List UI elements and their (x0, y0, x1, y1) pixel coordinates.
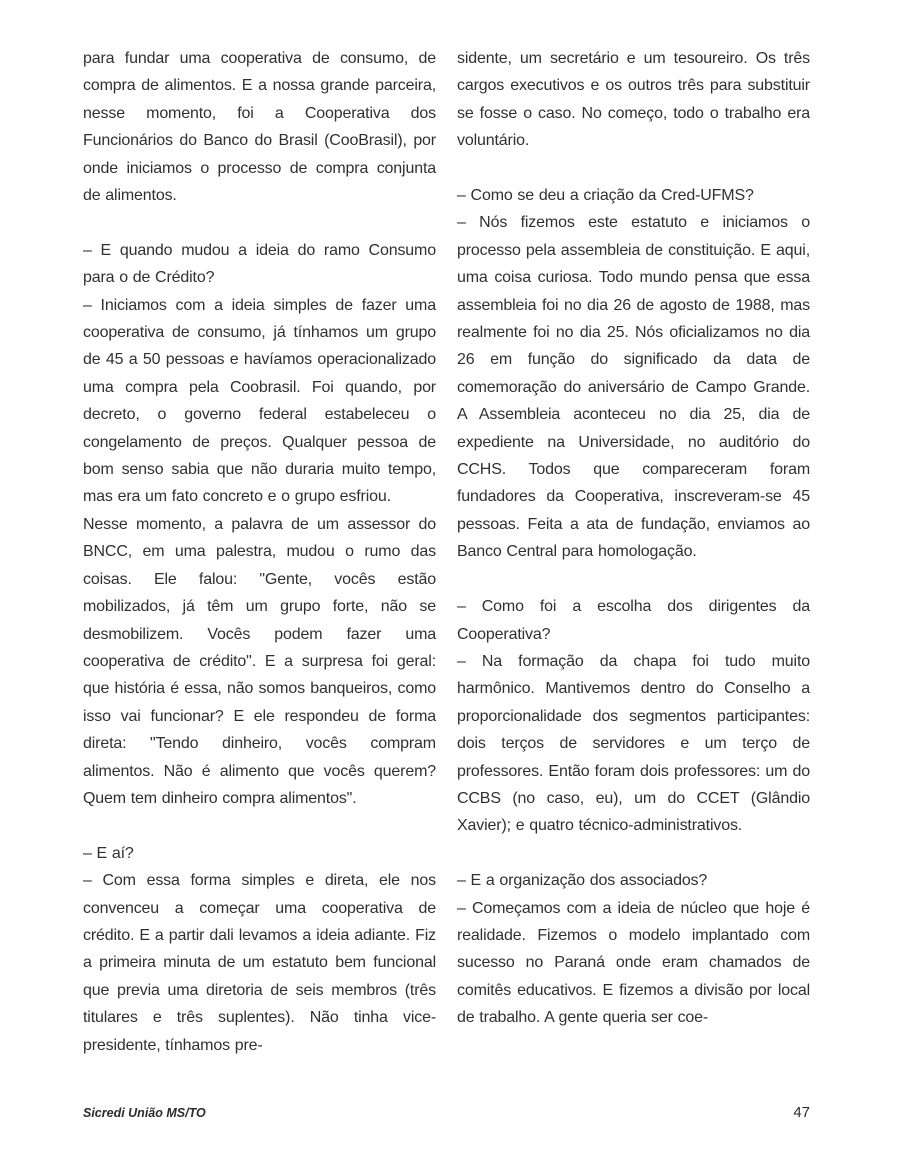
paragraph-continuation: sidente, um secretário e um tesoureiro. Os três cargos executivos e os outros três para substituir se fosse o caso. No começo, todo o trabalho era voluntário. (457, 50, 810, 150)
left-column (83, 45, 436, 1059)
interview-answer: Nesse momento, a palavra de um assessor do BNCC, em uma palestra, mudou o rumo das coisas. Ele falou: "Gente, vocês estão mobilizados, já têm um grupo forte, não se desmobilizem. Vocês podem fazer uma cooperativa de crédito". E a surpresa foi geral: que história é essa, não somos banqueiros, como isso vai funcionar? E ele respondeu de forma direta: "Tendo dinheiro, vocês compram alimentos. Não é alimento que vocês querem? Quem tem dinheiro compra alimentos". (83, 515, 436, 807)
interview-question: – Como foi a escolha dos dirigentes da Cooperativa? (457, 598, 810, 643)
page-footer (83, 1104, 810, 1121)
interview-answer: – Iniciamos com a ideia simples de fazer uma cooperativa de consumo, já tínhamos um grupo de 45 a 50 pessoas e havíamos operacionalizado uma compra pela Coobrasil. Foi quando, por decreto, o governo federal estabeleceu o congelamento de preços. Qualquer pessoa de bom senso sabia que não duraria muito tempo, mas era um fato concreto e o grupo esfriou. (83, 296, 436, 506)
text-columns (83, 45, 810, 1059)
interview-answer: – Começamos com a ideia de núcleo que hoje é realidade. Fizemos o modelo implantado com sucesso no Paraná onde eram chamados de comitês educativos. E fizemos a divisão por local de trabalho. A gente queria ser coe- (457, 899, 810, 1027)
footer-book-title: Sicredi União MS/TO (83, 1106, 206, 1120)
interview-answer: – Nós fizemos este estatuto e iniciamos o processo pela assembleia de constituição. E aqui, uma coisa curiosa. Todo mundo pensa que essa assembleia foi no dia 26 de agosto de 1988, mas realmente foi no dia 25. Nós oficializamos no dia 26 em função do significado da data de comemoração do aniversário de Campo Grande. A Assembleia aconteceu no dia 25, dia de expediente na Universidade, no auditório do CCHS. Todos que compareceram foram fundadores da Cooperativa, inscreveram-se 45 pessoas. Feita a ata de fundação, enviamos ao Banco Central para homologação. (457, 214, 810, 561)
interview-question: – Como se deu a criação da Cred-UFMS? (457, 187, 754, 205)
interview-answer: – Na formação da chapa foi tudo muito harmônico. Mantivemos dentro do Conselho a proporcionalidade dos segmentos participantes: dois terços de servidores e um terço de professores. Então foram dois professores: um do CCBS (no caso, eu), um do CCET (Glândio Xavier); e quatro técnico-administrativos. (457, 652, 810, 835)
right-column (457, 45, 810, 1059)
footer-page-number: 47 (793, 1104, 810, 1121)
interview-question: – E quando mudou a ideia do ramo Consumo para o de Crédito? (83, 241, 436, 287)
interview-answer: – Com essa forma simples e direta, ele nos convenceu a começar uma cooperativa de crédito. E a partir dali levamos a ideia adiante. Fiz a primeira minuta de um estatuto bem funcional que previa uma diretoria de seis membros (três titulares e três suplentes). Não tinha vice-presidente, tínhamos pre- (83, 872, 436, 1054)
interview-question: – E aí? (83, 844, 134, 862)
paragraph-continuation: para fundar uma cooperativa de consumo, de compra de alimentos. E a nossa grande parceira, nesse momento, foi a Cooperativa dos Funcionários do Banco do Brasil (CooBrasil), por onde iniciamos o processo de compra conjunta de alimentos. (83, 50, 436, 205)
interview-question: – E a organização dos associados? (457, 872, 708, 890)
